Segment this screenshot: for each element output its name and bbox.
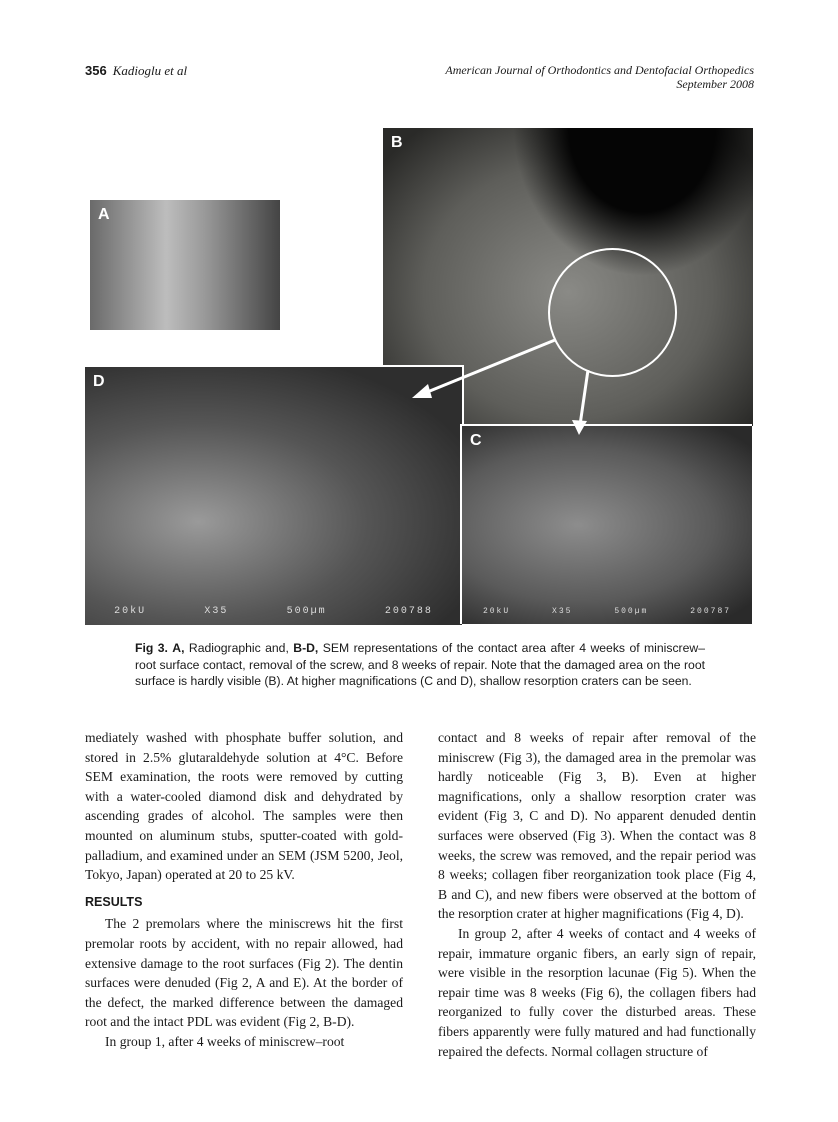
paragraph: contact and 8 weeks of repair after removal of the miniscrew (Fig 3), the damaged area in the premolar was hardly noticeable (Fig 3, B). Even at higher magnifications, only a shallow resorption crater was evident (Fig 3, C and D). No apparent denuded dentin surfaces were observed (Fig 3). When the contact was 8 weeks, the screw was removed, and the repair period was 8 weeks; collagen fiber reorganization took place (Fig 4, B and C), and new fibers were observed at the bottom of the resorption crater at higher magnifications (Fig 4, D). bbox=[438, 730, 756, 922]
caption-bd: B-D, bbox=[293, 641, 319, 655]
arrow-to-d bbox=[420, 340, 555, 395]
panel-label: A bbox=[98, 206, 110, 223]
scale-bar-label: 500µm bbox=[286, 606, 327, 617]
paragraph: In group 2, after 4 weeks of contact and 4 weeks of repair, immature organic fibers, an early sign of repair, were visible in the resorption lacunae (Fig 5). When the repair time was 8 weeks (Fig 6), the collagen fibers had reorganized to fully cover the disturbed areas. These fibers apparently were fully matured and had functionally repaired the defects. Normal collagen structure of bbox=[438, 925, 756, 1059]
image-id: 200787 bbox=[690, 607, 732, 616]
authors: Kadioglu et al bbox=[112, 63, 188, 78]
paragraph: The 2 premolars where the miniscrews hit the first premolar roots by accident, with no repair allowed, had extensive damage to the root surfaces (Fig 2). The dentin surfaces were denuded (Fig 2, A and E). At the border of the defect, the marked difference between the damaged root and the intact PDL was evident (Fig 2, B-D). bbox=[85, 916, 403, 1030]
panel-label: C bbox=[470, 432, 482, 449]
arrow-to-c bbox=[580, 370, 588, 425]
caption-label: Fig 3. bbox=[135, 641, 168, 655]
magnification: X35 bbox=[204, 606, 229, 617]
caption-text: SEM representations of the contact area after 4 weeks of miniscrew–root surface contact, removal of the screw, and 8 weeks of repair. Note that the damaged area on the root surface is hardly visible (B). At higher magnifications (C and D), shallow resorption craters can be seen. bbox=[135, 641, 705, 688]
figure-caption bbox=[135, 640, 705, 690]
voltage: 20kU bbox=[114, 606, 147, 617]
voltage: 20kU bbox=[482, 607, 511, 616]
section-heading: RESULTS bbox=[85, 894, 143, 909]
page-number: 356 bbox=[85, 63, 107, 78]
paragraph: mediately washed with phosphate buffer solution, and stored in 2.5% glutaraldehyde solution at 4°C. Before SEM examination, the roots were removed by cutting with a water-cooled diamond disk and dehydrated by ascending grades of alcohol. The samples were then mounted on aluminum stubs, sputter-coated with gold-palladium, and examined under an SEM (JSM 5200, Jeol, Tokyo, Japan) operated at 20 to 25 kV. bbox=[85, 730, 403, 883]
scale-bar-label: 500µm bbox=[614, 607, 649, 616]
left-column bbox=[85, 728, 403, 1052]
arrow-head-d bbox=[412, 384, 432, 398]
paragraph: In group 1, after 4 weeks of miniscrew–root bbox=[105, 1033, 345, 1049]
caption-text: Radiographic and, bbox=[184, 641, 294, 655]
panel-label: B bbox=[391, 134, 403, 151]
arrow-head-c bbox=[572, 420, 587, 435]
panel-label: D bbox=[93, 373, 105, 390]
journal-name: American Journal of Orthodontics and Dentofacial Orthopedics bbox=[445, 63, 754, 77]
caption-a: A, bbox=[172, 641, 185, 655]
issue-date: September 2008 bbox=[676, 77, 754, 91]
right-column bbox=[438, 728, 756, 1061]
magnification: X35 bbox=[552, 607, 573, 616]
image-id: 200788 bbox=[384, 606, 433, 617]
